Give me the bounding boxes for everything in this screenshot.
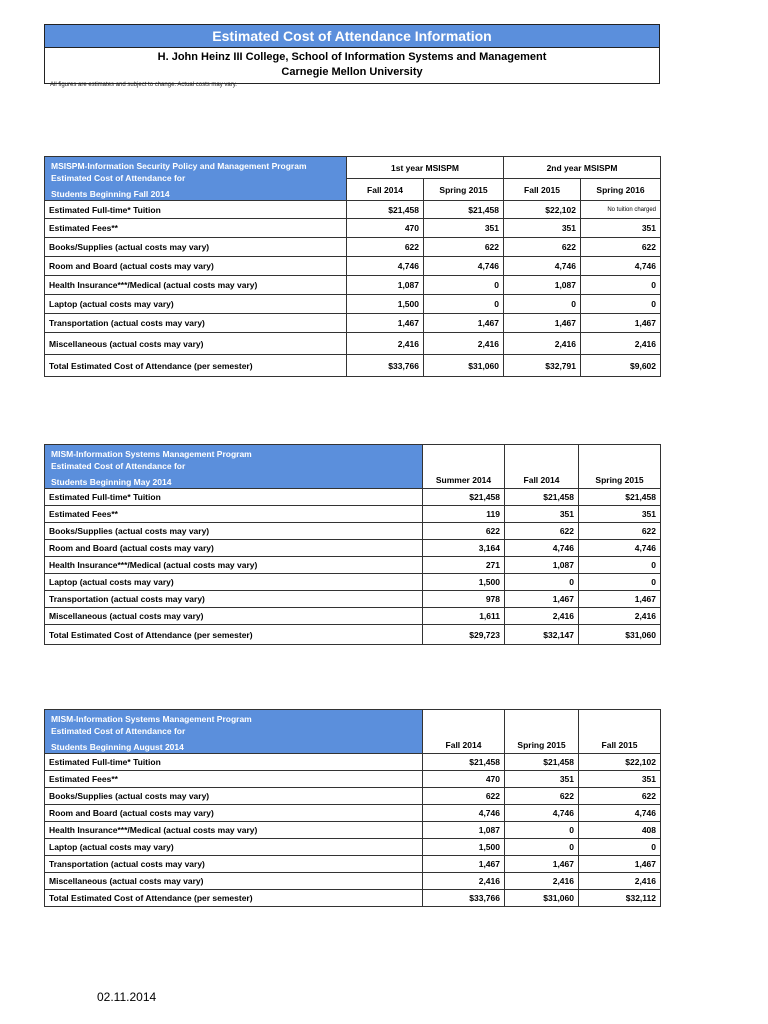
cost-value-cell: $29,723 xyxy=(423,625,505,645)
table-row xyxy=(45,890,661,907)
table-row xyxy=(45,276,661,295)
table-row xyxy=(45,822,661,839)
cost-value-cell: 1,467 xyxy=(579,591,661,608)
table-row xyxy=(45,219,661,238)
cost-value-cell: 2,416 xyxy=(581,333,661,355)
group-header-second-year: 2nd year MSISPM xyxy=(504,157,661,179)
cost-value-cell: 1,500 xyxy=(423,839,505,856)
row-label: Laptop (actual costs may vary) xyxy=(45,839,423,856)
cost-value-cell: 4,746 xyxy=(581,257,661,276)
row-label: Health Insurance***/Medical (actual costs may vary) xyxy=(45,822,423,839)
table-row xyxy=(45,873,661,890)
table-subtitle: Estimated Cost of Attendance for xyxy=(51,726,186,736)
table-row xyxy=(45,506,661,523)
table-row xyxy=(45,625,661,645)
cost-value-cell: $33,766 xyxy=(347,355,424,377)
row-label: Miscellaneous (actual costs may vary) xyxy=(45,873,423,890)
cost-value-cell: $21,458 xyxy=(505,489,579,506)
cost-value-cell: 470 xyxy=(423,771,505,788)
cost-value-cell: 0 xyxy=(505,574,579,591)
cost-value-cell: 351 xyxy=(505,506,579,523)
row-label: Total Estimated Cost of Attendance (per semester) xyxy=(45,355,347,377)
cost-value-cell: 4,746 xyxy=(423,805,505,822)
cost-value-cell: 622 xyxy=(579,788,661,805)
row-label: Miscellaneous (actual costs may vary) xyxy=(45,333,347,355)
cost-value-cell: 1,087 xyxy=(504,276,581,295)
document-date: 02.11.2014 xyxy=(97,990,157,1004)
cost-value-cell: 622 xyxy=(505,523,579,540)
cost-value-cell: 2,416 xyxy=(505,873,579,890)
university-name: Carnegie Mellon University xyxy=(281,66,423,78)
cost-value-cell: 351 xyxy=(579,506,661,523)
table-row xyxy=(45,557,661,574)
cost-value-cell: $21,458 xyxy=(423,489,505,506)
mism-may-cost-table xyxy=(44,444,661,645)
cost-value-cell: 4,746 xyxy=(347,257,424,276)
cost-value-cell: 0 xyxy=(581,295,661,314)
table-row xyxy=(45,523,661,540)
cost-value-cell: 0 xyxy=(504,295,581,314)
row-label: Transportation (actual costs may vary) xyxy=(45,314,347,333)
cost-value-cell: 1,467 xyxy=(504,314,581,333)
cost-value-cell: 351 xyxy=(424,219,504,238)
cost-value-cell: 119 xyxy=(423,506,505,523)
column-header: Fall 2014 xyxy=(423,710,505,754)
row-label: Health Insurance***/Medical (actual costs may vary) xyxy=(45,276,347,295)
cost-value-cell: 622 xyxy=(423,788,505,805)
cost-value-cell: 1,467 xyxy=(505,591,579,608)
cost-value-cell: 2,416 xyxy=(424,333,504,355)
row-label: Books/Supplies (actual costs may vary) xyxy=(45,788,423,805)
column-header: Spring 2015 xyxy=(579,445,661,489)
cost-value-cell: 351 xyxy=(504,219,581,238)
cost-value-cell: 2,416 xyxy=(579,873,661,890)
cost-value-cell: 2,416 xyxy=(505,608,579,625)
column-header: Spring 2015 xyxy=(424,179,504,201)
cost-value-cell: 0 xyxy=(424,295,504,314)
cost-value-cell: 0 xyxy=(579,557,661,574)
program-name: MISM-Information Systems Management Program xyxy=(51,449,252,459)
cohort-label: Students Beginning August 2014 xyxy=(51,742,184,752)
cost-value-cell: 1,087 xyxy=(423,822,505,839)
cost-value-cell: $22,102 xyxy=(504,201,581,219)
cost-value-cell: $33,766 xyxy=(423,890,505,907)
cost-value-cell: 351 xyxy=(505,771,579,788)
table-title-cell xyxy=(45,157,347,201)
cost-value-cell: $21,458 xyxy=(424,201,504,219)
table-row xyxy=(45,238,661,257)
table-subtitle: Estimated Cost of Attendance for xyxy=(51,173,186,183)
row-label: Estimated Full-time* Tuition xyxy=(45,489,423,506)
column-header: Fall 2014 xyxy=(505,445,579,489)
row-label: Total Estimated Cost of Attendance (per semester) xyxy=(45,890,423,907)
cost-value-cell: 978 xyxy=(423,591,505,608)
cost-value-cell: No tuition charged xyxy=(581,201,661,219)
cost-value-cell: 3,164 xyxy=(423,540,505,557)
cost-value-cell: $32,791 xyxy=(504,355,581,377)
cost-value-cell: $21,458 xyxy=(347,201,424,219)
table-row xyxy=(45,540,661,557)
table-row xyxy=(45,295,661,314)
row-label: Room and Board (actual costs may vary) xyxy=(45,257,347,276)
cost-value-cell: 1,467 xyxy=(347,314,424,333)
cost-value-cell: 2,416 xyxy=(504,333,581,355)
msispm-cost-table xyxy=(44,156,661,377)
row-label: Miscellaneous (actual costs may vary) xyxy=(45,608,423,625)
table-row xyxy=(45,754,661,771)
table-title-cell xyxy=(45,710,423,754)
table-row xyxy=(45,771,661,788)
cost-value-cell: 408 xyxy=(579,822,661,839)
cost-value-cell: 1,467 xyxy=(505,856,579,873)
mism-august-cost-table xyxy=(44,709,661,907)
row-label: Transportation (actual costs may vary) xyxy=(45,591,423,608)
cost-value-cell: $31,060 xyxy=(424,355,504,377)
cost-value-cell: 0 xyxy=(579,839,661,856)
table-row xyxy=(45,574,661,591)
row-label: Health Insurance***/Medical (actual costs may vary) xyxy=(45,557,423,574)
cost-value-cell: 271 xyxy=(423,557,505,574)
row-label: Estimated Full-time* Tuition xyxy=(45,201,347,219)
cost-value-cell: 0 xyxy=(581,276,661,295)
group-header-first-year: 1st year MSISPM xyxy=(347,157,504,179)
cost-value-cell: 4,746 xyxy=(424,257,504,276)
cost-value-cell: 470 xyxy=(347,219,424,238)
cost-value-cell: 1,467 xyxy=(581,314,661,333)
cost-value-cell: 4,746 xyxy=(504,257,581,276)
document-header xyxy=(44,24,660,84)
cost-value-cell: 1,611 xyxy=(423,608,505,625)
table-row xyxy=(45,314,661,333)
row-label: Estimated Fees** xyxy=(45,771,423,788)
table-subtitle: Estimated Cost of Attendance for xyxy=(51,461,186,471)
cost-value-cell: 4,746 xyxy=(579,805,661,822)
row-label: Transportation (actual costs may vary) xyxy=(45,856,423,873)
program-name: MISM-Information Systems Management Program xyxy=(51,714,252,724)
row-label: Laptop (actual costs may vary) xyxy=(45,574,423,591)
column-header: Fall 2015 xyxy=(579,710,661,754)
table-row xyxy=(45,257,661,276)
cost-value-cell: 1,087 xyxy=(347,276,424,295)
cost-value-cell: $31,060 xyxy=(579,625,661,645)
program-name: MSISPM-Information Security Policy and Management Program xyxy=(51,161,307,171)
cost-value-cell: 1,467 xyxy=(424,314,504,333)
cost-value-cell: 0 xyxy=(505,839,579,856)
row-label: Books/Supplies (actual costs may vary) xyxy=(45,238,347,257)
college-name: H. John Heinz III College, School of Information Systems and Management xyxy=(157,51,547,63)
table-row xyxy=(45,839,661,856)
cost-value-cell: $21,458 xyxy=(505,754,579,771)
row-label: Estimated Fees** xyxy=(45,506,423,523)
cost-value-cell: 622 xyxy=(423,523,505,540)
cost-value-cell: 2,416 xyxy=(347,333,424,355)
cost-value-cell: 1,500 xyxy=(347,295,424,314)
row-label: Total Estimated Cost of Attendance (per semester) xyxy=(45,625,423,645)
cost-value-cell: 2,416 xyxy=(423,873,505,890)
cost-value-cell: 622 xyxy=(579,523,661,540)
cost-value-cell: 622 xyxy=(581,238,661,257)
column-header: Fall 2015 xyxy=(504,179,581,201)
column-header: Spring 2016 xyxy=(581,179,661,201)
cost-value-cell: 622 xyxy=(505,788,579,805)
table-row xyxy=(45,856,661,873)
cost-value-cell: 4,746 xyxy=(579,540,661,557)
table-row xyxy=(45,608,661,625)
cohort-label: Students Beginning May 2014 xyxy=(51,477,172,487)
table-row xyxy=(45,489,661,506)
column-header: Spring 2015 xyxy=(505,710,579,754)
row-label: Room and Board (actual costs may vary) xyxy=(45,540,423,557)
cohort-label: Students Beginning Fall 2014 xyxy=(51,189,170,199)
cost-value-cell: $21,458 xyxy=(423,754,505,771)
row-label: Estimated Fees** xyxy=(45,219,347,238)
table-row xyxy=(45,201,661,219)
cost-value-cell: 4,746 xyxy=(505,540,579,557)
cost-value-cell: 2,416 xyxy=(579,608,661,625)
cost-value-cell: 1,087 xyxy=(505,557,579,574)
table-title-cell xyxy=(45,445,423,489)
cost-value-cell: 622 xyxy=(424,238,504,257)
column-header: Fall 2014 xyxy=(347,179,424,201)
row-label: Laptop (actual costs may vary) xyxy=(45,295,347,314)
cost-value-cell: 0 xyxy=(579,574,661,591)
cost-value-cell: 622 xyxy=(347,238,424,257)
cost-value-cell: 1,500 xyxy=(423,574,505,591)
cost-value-cell: 1,467 xyxy=(579,856,661,873)
cost-value-cell: $9,602 xyxy=(581,355,661,377)
cost-value-cell: 0 xyxy=(424,276,504,295)
row-label: Room and Board (actual costs may vary) xyxy=(45,805,423,822)
cost-value-cell: 622 xyxy=(504,238,581,257)
table-row xyxy=(45,805,661,822)
column-header: Summer 2014 xyxy=(423,445,505,489)
cost-value-cell: 4,746 xyxy=(505,805,579,822)
cost-value-cell: $32,147 xyxy=(505,625,579,645)
cost-value-cell: $21,458 xyxy=(579,489,661,506)
cost-value-cell: 351 xyxy=(581,219,661,238)
disclaimer-note: All figures are estimates and subject to change. Actual costs may vary. xyxy=(50,82,237,88)
cost-value-cell: 351 xyxy=(579,771,661,788)
table-row xyxy=(45,788,661,805)
document-title: Estimated Cost of Attendance Information xyxy=(45,25,659,48)
table-row xyxy=(45,591,661,608)
cost-value-cell: $31,060 xyxy=(505,890,579,907)
table-row xyxy=(45,333,661,355)
row-label: Estimated Full-time* Tuition xyxy=(45,754,423,771)
cost-value-cell: $32,112 xyxy=(579,890,661,907)
cost-value-cell: 1,467 xyxy=(423,856,505,873)
cost-value-cell: $22,102 xyxy=(579,754,661,771)
row-label: Books/Supplies (actual costs may vary) xyxy=(45,523,423,540)
table-row xyxy=(45,355,661,377)
cost-value-cell: 0 xyxy=(505,822,579,839)
